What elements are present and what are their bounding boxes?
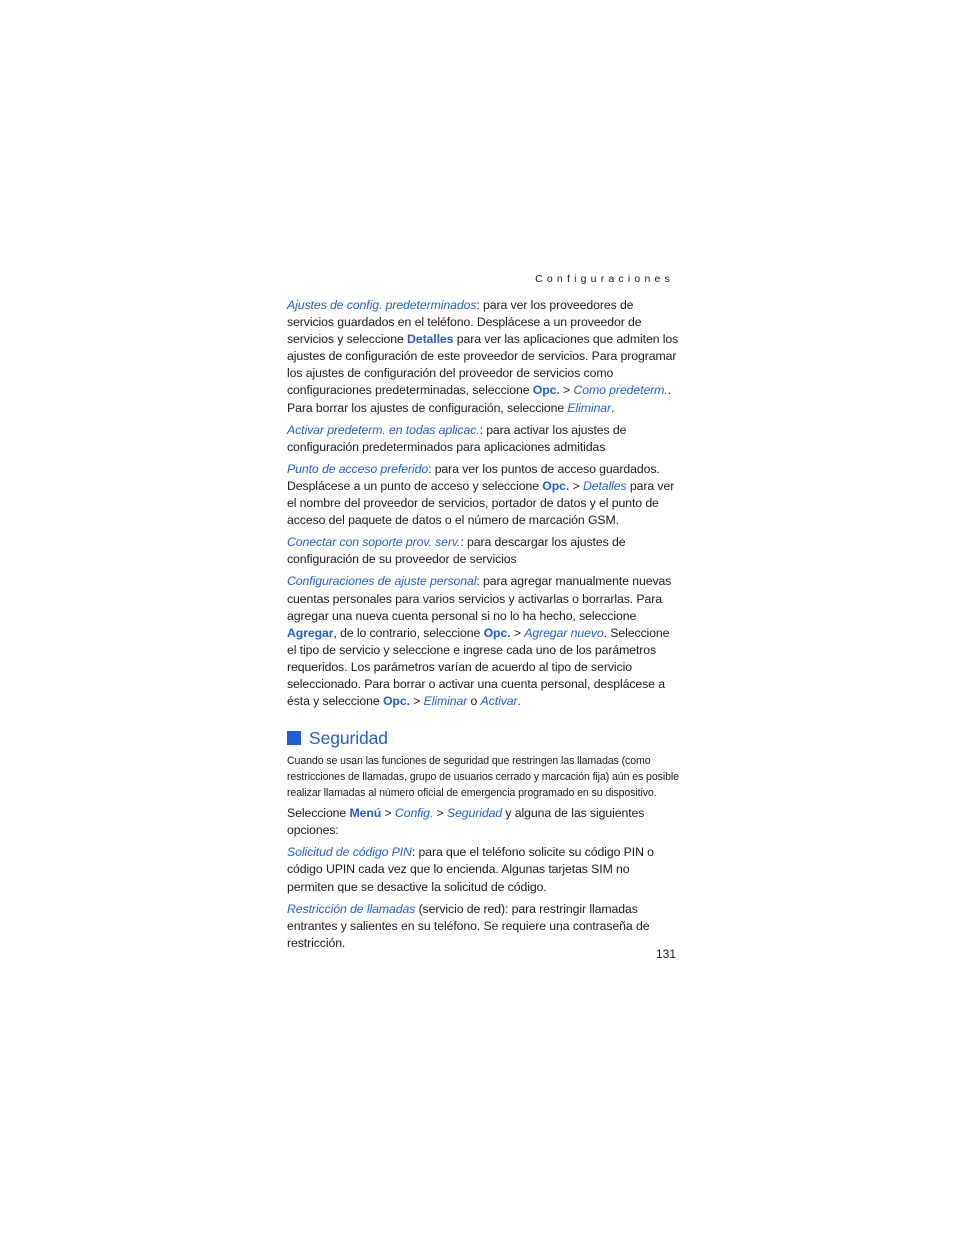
menu-option: Seguridad [446,806,503,821]
section-heading [287,727,679,749]
page-number: 131 [655,947,676,961]
option-preferred-access-point: Punto de acceso preferido: para ver los puntos de acceso guardados. Desplácese a un punto de acceso y seleccione Opc. > Detalles para ver el nombre del proveedor de servicios, portador de datos y el punto de acceso del paquete de datos o el número de marcación GSM. [287,461,675,528]
option-personal-config: Configuraciones de ajuste personal: para agregar manualmente nuevas cuentas personales para varios servicios y activarlas o borrarlas. Para agregar una nueva cuenta personal si no lo ha hecho, seleccione Agregar, de lo contrario, seleccione Opc. > Agregar nuevo. Seleccione el tipo de servicio y seleccione e ingrese cada uno de los parámetros requeridos. Los parámetros varían de acuerdo al tipo de servicio seleccionado. Para borrar o activar una cuenta personal, desplácese a ésta y seleccione Opc. > Eliminar o Activar. [287,574,672,709]
menu-option: Eliminar [567,400,612,415]
softkey-opc: Opc. [532,383,560,398]
menu-option: Como predeterm. [573,383,668,398]
option-term: Conectar con soporte prov. serv. [287,535,461,550]
content-column [287,297,679,957]
softkey-opc: Opc. [542,478,570,493]
menu-option: Config. [394,806,434,821]
option-call-restriction: Restricción de llamadas (servicio de red): para restringir llamadas entrantes y salientes en su teléfono. Se requiere una contraseña de restricción. [287,901,650,950]
security-note: Cuando se usan las funciones de seguridad que restringen las llamadas (como restricciones de llamadas, grupo de usuarios cerrado y marcación fija) aún es posible realizar llamadas al número oficial de emergencia programado en su dispositivo. [287,755,679,800]
option-default-config-settings: Ajustes de config. predeterminados: para ver los proveedores de servicios guardados en el teléfono. Desplácese a un proveedor de servicios y seleccione Detalles para ver las aplicaciones que admiten los ajustes de configuración de este proveedor de servicios. Para programar los ajustes de configuración del proveedor de servicios como configuraciones predeterminadas, seleccione Opc. > Como predeterm.. Para borrar los ajustes de configuración, seleccione Eliminar. [287,298,679,415]
section-title: Seguridad [309,727,388,748]
square-bullet-icon [287,731,301,745]
select-instruction: Seleccione Menú > Config. > Seguridad y alguna de las siguientes opciones: [287,806,645,838]
option-term: Configuraciones de ajuste personal [287,574,477,589]
menu-option: Eliminar [423,694,468,709]
softkey-opc: Opc. [382,694,410,709]
softkey-agregar: Agregar [287,625,334,640]
option-term: Punto de acceso preferido [287,461,429,476]
option-term: Restricción de llamadas [287,901,416,916]
option-term: Ajustes de config. predeterminados [287,298,477,312]
softkey-opc: Opc. [483,625,511,640]
menu-option: Agregar nuevo [524,625,604,640]
option-connect-support: Conectar con soporte prov. serv.: para descargar los ajustes de configuración de su proveedor de servicios [287,535,626,567]
menu-option: Detalles [582,478,627,493]
menu-option: Activar [480,694,518,709]
option-activate-default: Activar predeterm. en todas aplicac.: para activar los ajustes de configuración predeterminados para aplicaciones admitidas [287,422,627,454]
softkey-detalles: Detalles [407,332,454,347]
running-header: Configuraciones [535,273,674,285]
option-term: Activar predeterm. en todas aplicac. [287,422,480,437]
option-pin-request: Solicitud de código PIN: para que el teléfono solicite su código PIN o código UPIN cada vez que lo encienda. Algunas tarjetas SIM no permiten que se desactive la solicitud de código. [287,845,654,894]
softkey-menu: Menú [349,806,382,821]
option-term: Solicitud de código PIN [287,845,412,860]
